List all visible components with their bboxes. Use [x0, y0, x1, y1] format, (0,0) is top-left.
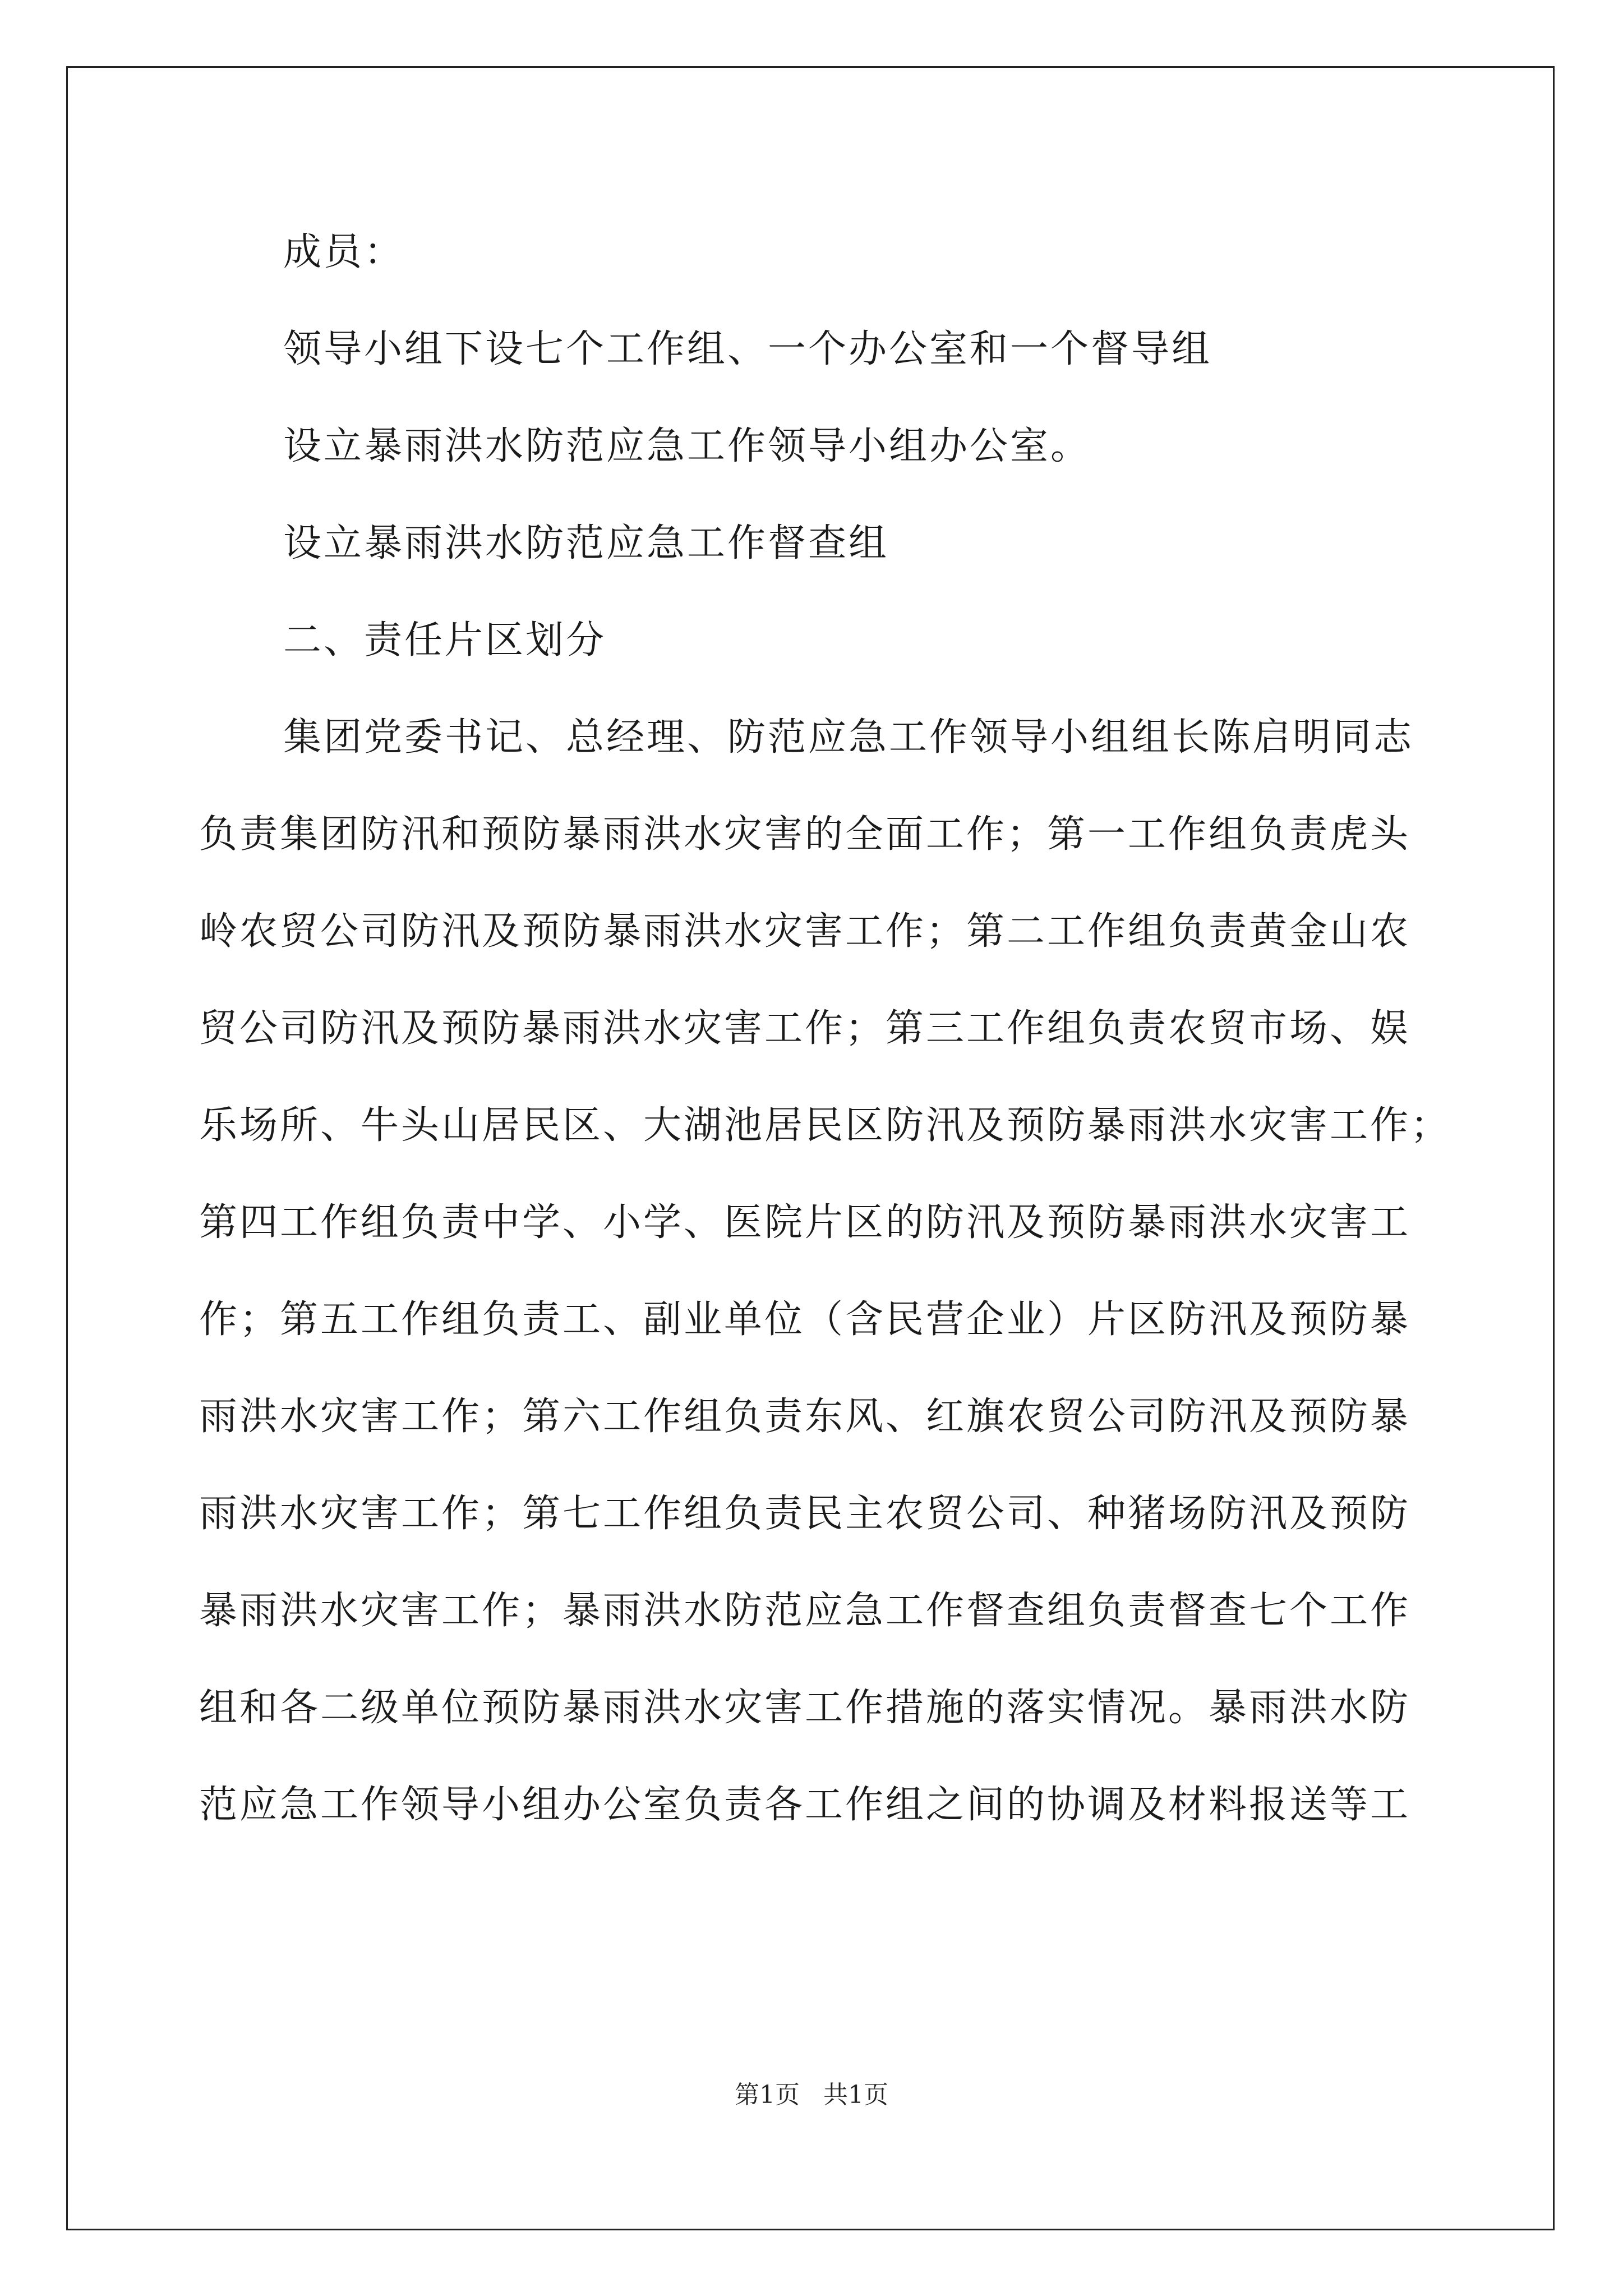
text-line: 第四工作组负责中学、小学、医院片区的防汛及预防暴雨洪水灾害工 [199, 1200, 1411, 1245]
text-line: 作；第五工作组负责工、副业单位（含民营企业）片区防汛及预防暴 [199, 1297, 1411, 1342]
text-line: 岭农贸公司防汛及预防暴雨洪水灾害工作；第二工作组负责黄金山农 [199, 909, 1411, 954]
text-line: 范应急工作领导小组办公室负责各工作组之间的协调及材料报送等工 [199, 1783, 1411, 1827]
text-line: 贸公司防汛及预防暴雨洪水灾害工作；第三工作组负责农贸市场、娱 [199, 1006, 1411, 1051]
text-line: 雨洪水灾害工作；第六工作组负责东风、红旗农贸公司防汛及预防暴 [199, 1395, 1411, 1439]
text-line: 暴雨洪水灾害工作；暴雨洪水防范应急工作督查组负责督查七个工作 [199, 1589, 1411, 1633]
page-number: 第1页 [735, 2081, 800, 2109]
section-heading: 二、责任片区划分 [283, 618, 607, 662]
text-line: 领导小组下设七个工作组、一个办公室和一个督导组 [283, 327, 1212, 371]
text-line: 雨洪水灾害工作；第七工作组负责民主农贸公司、种猪场防汛及预防 [199, 1492, 1411, 1536]
page-footer [0, 2078, 1623, 2112]
text-line: 设立暴雨洪水防范应急工作领导小组办公室。 [283, 424, 1091, 468]
text-line: 组和各二级单位预防暴雨洪水灾害工作措施的落实情况。暴雨洪水防 [199, 1686, 1411, 1730]
text-line: 乐场所、牛头山居民区、大湖池居民区防汛及预防暴雨洪水灾害工作； [199, 1103, 1451, 1148]
text-line: 成员： [283, 230, 405, 274]
text-line: 集团党委书记、总经理、防范应急工作领导小组组长陈启明同志 [283, 715, 1414, 760]
page-total: 共1页 [823, 2081, 888, 2109]
text-line: 设立暴雨洪水防范应急工作督查组 [283, 521, 889, 565]
text-line: 负责集团防汛和预防暴雨洪水灾害的全面工作；第一工作组负责虎头 [199, 812, 1411, 857]
